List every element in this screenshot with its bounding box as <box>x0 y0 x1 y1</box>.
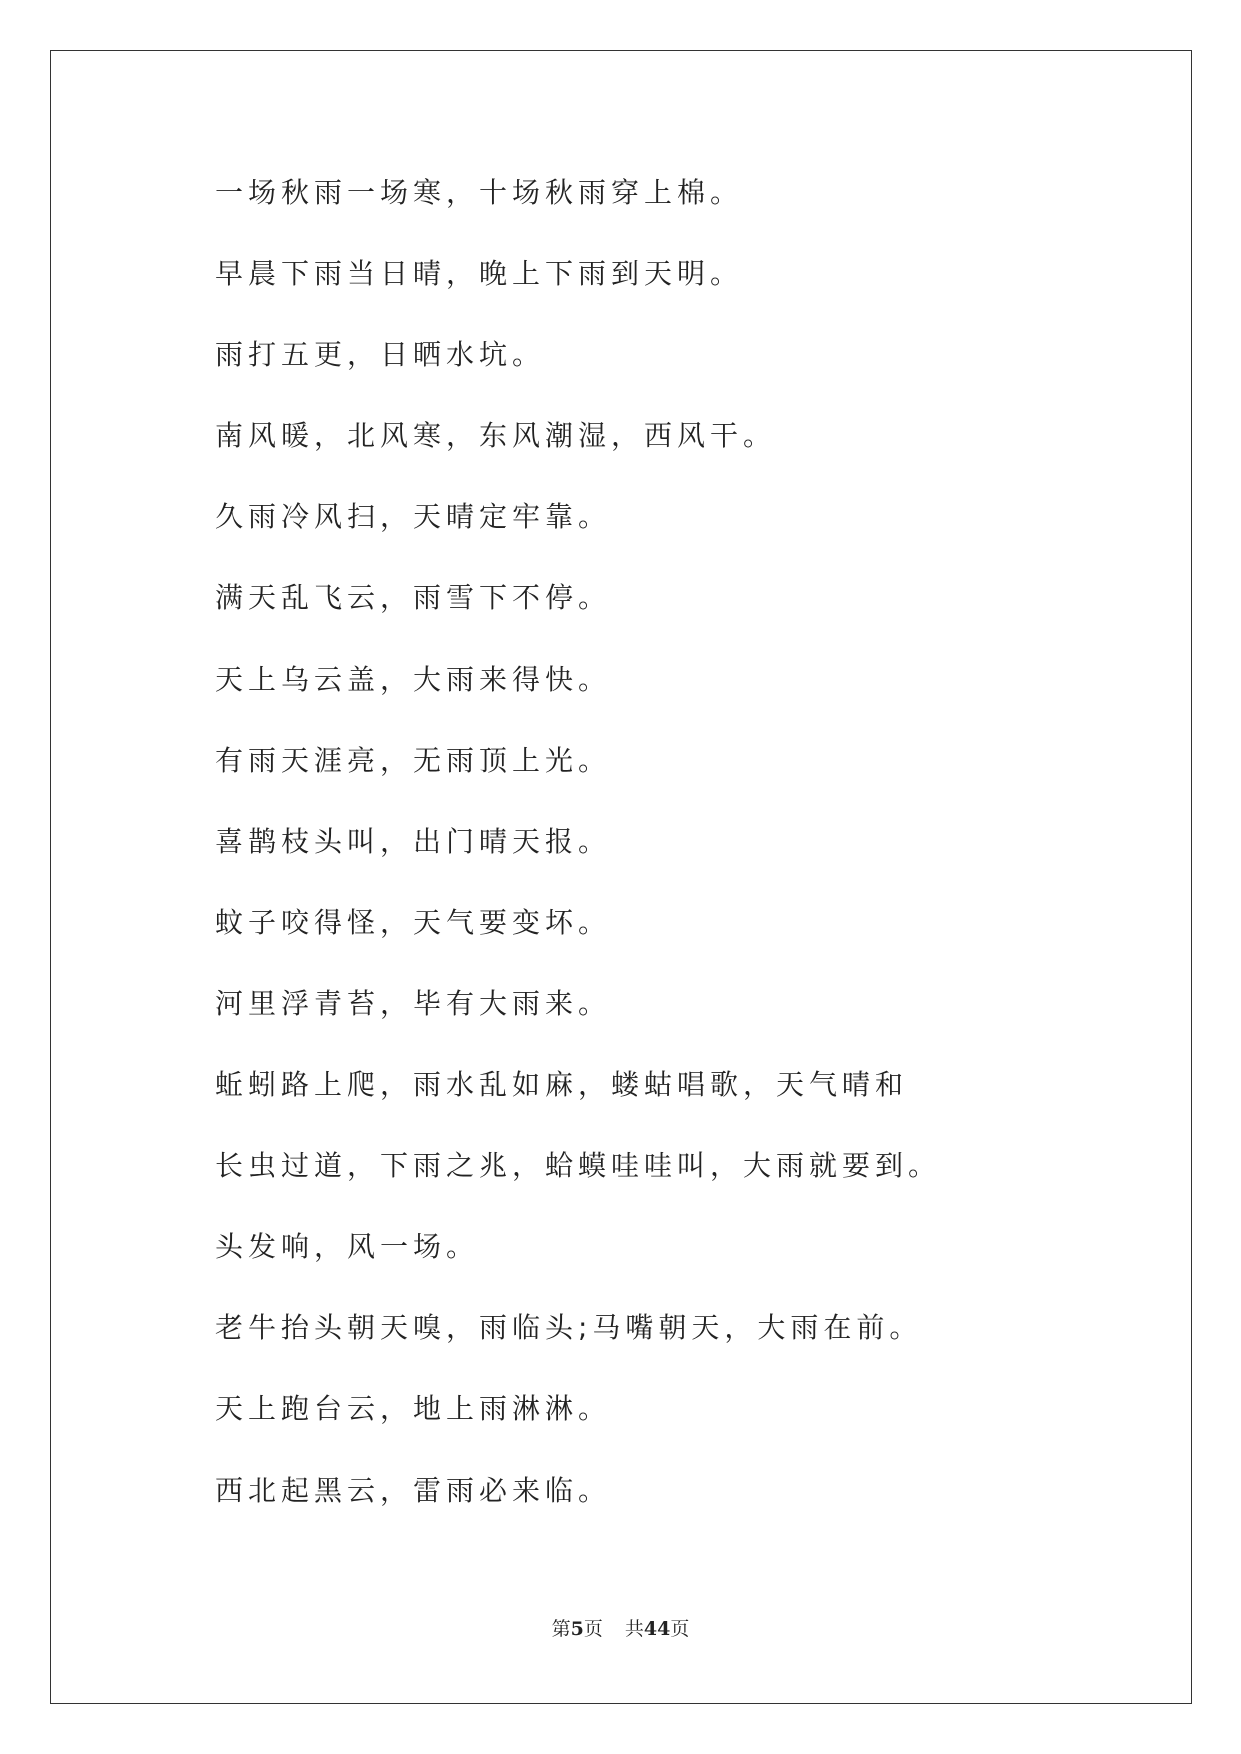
text-line: 一场秋雨一场寒，十场秋雨穿上棉。 <box>215 176 744 209</box>
text-line: 蚊子咬得怪，天气要变坏。 <box>215 905 612 939</box>
text-line: 天上乌云盖，大雨来得快。 <box>215 662 612 696</box>
text-line: 老牛抬头朝天嗅，雨临头;马嘴朝天，大雨在前。 <box>215 1311 923 1345</box>
text-line: 早晨下雨当日晴，晚上下雨到天明。 <box>215 257 744 291</box>
text-line: 天上跑台云，地上雨淋淋。 <box>215 1392 612 1426</box>
text-line: 雨打五更，日晒水坑。 <box>215 338 546 372</box>
page-footer <box>0 1614 1241 1641</box>
text-line: 久雨冷风扫，天晴定牢靠。 <box>215 500 612 534</box>
total-suffix: 页 <box>670 1618 690 1640</box>
text-line: 有雨天涯亮，无雨顶上光。 <box>215 743 612 777</box>
text-line: 长虫过道，下雨之兆，蛤蟆哇哇叫，大雨就要到。 <box>215 1149 942 1183</box>
total-pages: 44 <box>643 1618 671 1640</box>
document-body <box>215 169 941 1548</box>
total-prefix: 共 <box>624 1618 644 1640</box>
text-line: 头发响，风一场。 <box>215 1230 480 1264</box>
page-number: 5 <box>570 1618 584 1640</box>
page-prefix: 第 <box>551 1618 571 1640</box>
text-line: 喜鹊枝头叫，出门晴天报。 <box>215 824 612 858</box>
text-line: 西北起黑云，雷雨必来临。 <box>215 1473 612 1507</box>
text-line: 河里浮青苔，毕有大雨来。 <box>215 986 612 1020</box>
text-line: 满天乱飞云，雨雪下不停。 <box>215 581 612 615</box>
text-line: 南风暖，北风寒，东风潮湿，西风干。 <box>215 419 777 453</box>
page-suffix: 页 <box>583 1618 603 1640</box>
text-line: 蚯蚓路上爬，雨水乱如麻，蝼蛄唱歌，天气晴和 <box>215 1068 909 1102</box>
